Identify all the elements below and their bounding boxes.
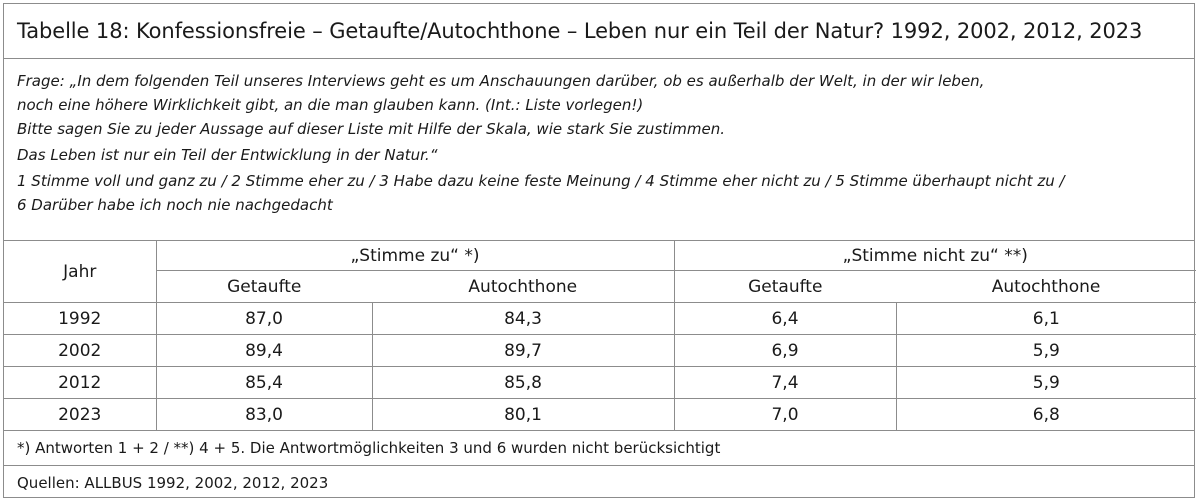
sub-header-autochthone: Autochthone	[372, 271, 674, 303]
value-cell: 7,0	[674, 399, 896, 431]
question-line: Frage: „In dem folgenden Teil unseres Interviews geht es um Anschauungen darüber, ob es außerhalb der Welt, in der wir leben,	[17, 72, 985, 90]
table-row	[4, 367, 1196, 399]
question-line: 6 Darüber habe ich noch nie nachgedacht	[17, 196, 333, 214]
year-cell: 2002	[4, 335, 156, 367]
table-title: Tabelle 18: Konfessionsfreie – Getaufte/Autochthone – Leben nur ein Teil der Natur? 1992, 2002, 2012, 2023	[4, 4, 1194, 59]
value-cell: 80,1	[372, 399, 674, 431]
sub-header-autochthone: Autochthone	[896, 271, 1196, 303]
footnote: *) Antworten 1 + 2 / **) 4 + 5. Die Antwortmöglichkeiten 3 und 6 wurden nicht berücksichtigt	[4, 430, 1194, 465]
question-line: noch eine höhere Wirklichkeit gibt, an die man glauben kann. (Int.: Liste vorlegen!)	[17, 96, 644, 114]
value-cell: 5,9	[896, 367, 1196, 399]
value-cell: 83,0	[156, 399, 372, 431]
value-cell: 6,4	[674, 303, 896, 335]
sub-header-getaufte: Getaufte	[156, 271, 372, 303]
source-note: Quellen: ALLBUS 1992, 2002, 2012, 2023	[4, 465, 1194, 500]
value-cell: 6,1	[896, 303, 1196, 335]
year-header: Jahr	[63, 261, 97, 282]
question-line: Das Leben ist nur ein Teil der Entwicklung in der Natur.“	[17, 146, 438, 164]
year-cell: 2023	[4, 399, 156, 431]
value-cell: 6,9	[674, 335, 896, 367]
group-header-agree: „Stimme zu“ *)	[156, 241, 674, 271]
value-cell: 5,9	[896, 335, 1196, 367]
year-cell: 1992	[4, 303, 156, 335]
group-header-disagree: „Stimme nicht zu“ **)	[674, 241, 1196, 271]
question-text	[4, 59, 1194, 241]
value-cell: 84,3	[372, 303, 674, 335]
table-row	[4, 303, 1196, 335]
value-cell: 7,4	[674, 367, 896, 399]
value-cell: 89,4	[156, 335, 372, 367]
question-line: 1 Stimme voll und ganz zu / 2 Stimme eher zu / 3 Habe dazu keine feste Meinung / 4 Stimme eher nicht zu / 5 Stimme überhaupt nicht zu /	[17, 172, 1065, 190]
table-row	[4, 399, 1196, 431]
value-cell: 6,8	[896, 399, 1196, 431]
value-cell: 87,0	[156, 303, 372, 335]
value-cell: 89,7	[372, 335, 674, 367]
question-line: Bitte sagen Sie zu jeder Aussage auf dieser Liste mit Hilfe der Skala, wie stark Sie zustimmen.	[17, 120, 726, 138]
year-cell: 2012	[4, 367, 156, 399]
value-cell: 85,4	[156, 367, 372, 399]
table-row	[4, 335, 1196, 367]
data-table	[4, 241, 1196, 430]
table-frame	[3, 3, 1195, 498]
value-cell: 85,8	[372, 367, 674, 399]
sub-header-getaufte: Getaufte	[674, 271, 896, 303]
